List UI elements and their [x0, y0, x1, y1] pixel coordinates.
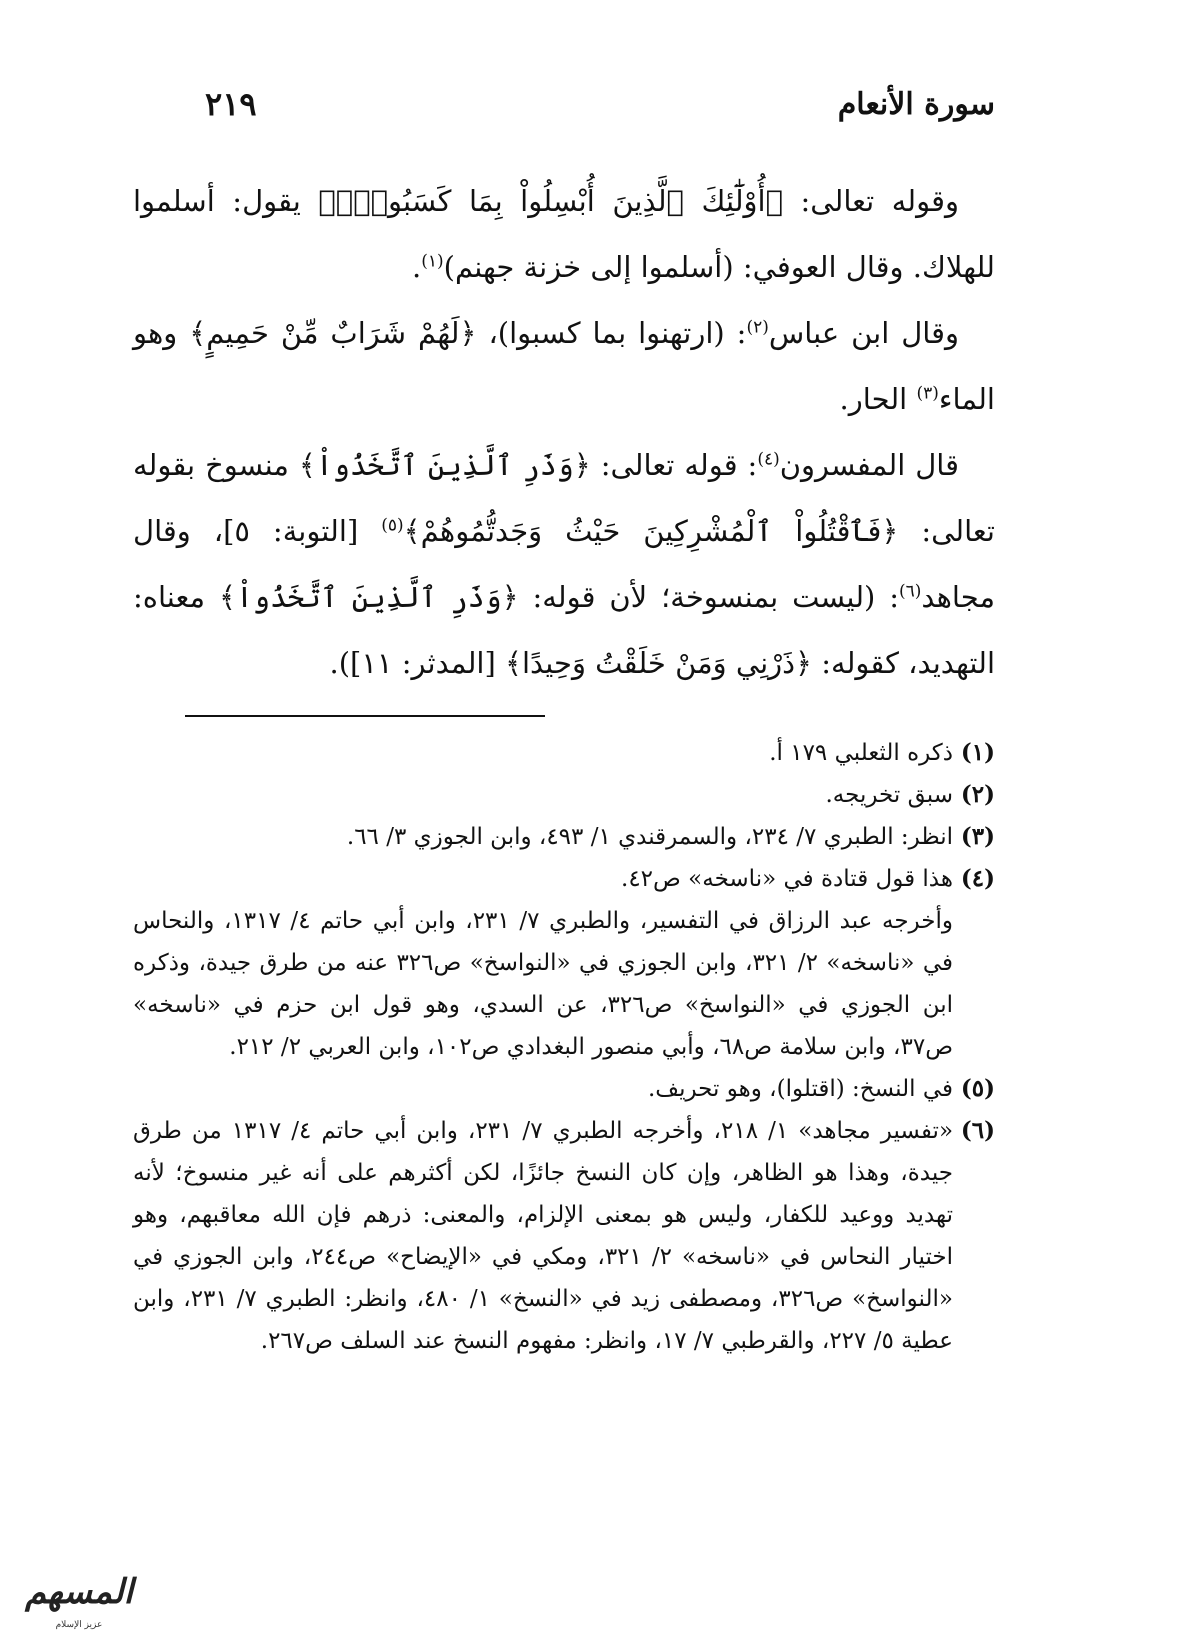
footnote-ref-4[interactable]: (٤): [757, 449, 780, 470]
text-span: يقول: أسلموا للهلاك. وقال العوفي: (أسلموا إلى خزنة جهنم): [133, 184, 995, 284]
footnote-text: في النسخ: (اقتلوا)، وهو تحريف.: [647, 1076, 953, 1102]
text-span: [المدثر: ١١]).: [329, 646, 505, 680]
page-number: ٢١٩: [205, 85, 257, 123]
text-span: منسوخ بقوله تعالى:: [133, 448, 995, 548]
footnote-text: «تفسير مجاهد» ١/ ٢١٨، وأخرجه الطبري ٧/ ٢٣١، وابن أبي حاتم ٤/ ١٣١٧ من طرق جيدة، وهذا هو الظاهر، وإن كان النسخ جائزًا، لكن أكثرهم على أنه غير منسوخ؛ لأنه تهديد ووعيد للكفار، وليس هو بمعنى الإلزام، والمعنى: ذرهم فإن الله معاقبهم، وهو اختيار النحاس في «ناسخه» ٢/ ٣٢١، ومكي في «الإيضاح» ص٢٤٤، وابن الجوزي في «النواسخ» ص٣٢٦، ومصطفى زيد في «النسخ» ١/ ٤٨٠، وانظر: الطبري ٧/ ٢٣١، وابن عطية ٥/ ٢٢٧، والقرطبي ٧/ ١٧، وانظر: مفهوم النسخ عند السلف ص٢٦٧.: [133, 1118, 954, 1354]
footnote-ref-5[interactable]: (٥): [381, 515, 404, 536]
footnote-2: [133, 774, 995, 816]
text-span: الحار.: [839, 382, 917, 416]
quran-quote: ﴿أُوْلَٰٓئِكَ ٱلَّذِينَ أُبْسِلُواْ بِمَا كَسَبُواْۖ﴾: [318, 184, 783, 218]
quran-quote: ﴿لَهُمْ شَرَابٌ مِّنْ حَمِيمٍ﴾: [189, 316, 477, 350]
text-span: : (ارتهنوا بما كسبوا)،: [476, 316, 747, 350]
publisher-logo: [4, 1572, 154, 1642]
footnote-ref-2[interactable]: (٢): [746, 317, 769, 338]
page-header: [205, 78, 995, 130]
footnote-number: (١): [960, 739, 995, 766]
paragraph-2: [133, 300, 995, 432]
text-span: [التوبة: ٥]، وقال مجاهد: [133, 514, 996, 614]
quran-quote: ﴿فَٱقْتُلُواْ ٱلْمُشْرِكِينَ حَيْثُ وَجَدتُّمُوهُمْ﴾: [403, 514, 899, 548]
logo-main-text: المسهم: [24, 1572, 134, 1612]
footnote-text: ذكره الثعلبي ١٧٩ أ.: [769, 740, 953, 766]
footnote-ref-1[interactable]: (١): [421, 251, 444, 272]
quran-quote: ﴿ذَرْنِي وَمَنْ خَلَقْتُ وَحِيدًا﴾: [505, 646, 813, 680]
footnote-divider: [185, 715, 545, 717]
footnote-6: [133, 1110, 995, 1362]
text-span: .: [412, 250, 422, 284]
paragraph-3: [133, 432, 995, 696]
footnote-text: هذا قول قتادة في «ناسخه» ص٤٢.: [621, 866, 953, 892]
footnote-1: [133, 732, 995, 774]
text-span: قال المفسرون: [779, 448, 959, 482]
text-span: وقوله تعالى:: [783, 184, 959, 218]
footnote-number: (٦): [960, 1117, 995, 1144]
footnote-4: [133, 858, 995, 1068]
text-span: : قوله تعالى:: [590, 448, 758, 482]
footnote-text: سبق تخريجه.: [825, 782, 953, 808]
text-span: وهو الماء: [133, 316, 995, 416]
footnote-number: (٣): [960, 823, 995, 850]
footnote-5: [133, 1068, 995, 1110]
footnote-text-block: [133, 858, 953, 1068]
quran-quote: ﴿وَذَرِ ٱلَّذِينَ ٱتَّخَذُواْ﴾: [218, 580, 519, 614]
paragraph-1: [133, 168, 995, 300]
footnote-ref-3[interactable]: (٣): [916, 383, 939, 404]
logo-sub-text: عزيز الإسلام: [55, 1620, 103, 1630]
footnote-number: (٥): [960, 1075, 995, 1102]
text-span: وقال ابن عباس: [768, 316, 959, 350]
footnote-number: (٤): [960, 865, 995, 892]
footnote-ref-6[interactable]: (٦): [899, 581, 922, 602]
text-span: : (ليست بمنسوخة؛ لأن قوله:: [518, 580, 899, 614]
footnote-text-continued: وأخرجه عبد الرزاق في التفسير، والطبري ٧/ ٢٣١، وابن أبي حاتم ٤/ ١٣١٧، والنحاس في «ناسخه» ٢/ ٣٢١، وابن الجوزي في «النواسخ» ص٣٢٦ عنه من طرق جيدة، وذكره ابن الجوزي في «النواسخ» ص٣٢٦، عن السدي، وهو قول ابن حزم في «ناسخه» ص٣٧، وابن سلامة ص٦٨، وأبي منصور البغدادي ص١٠٢، وابن العربي ٢/ ٢١٢.: [133, 908, 953, 1060]
main-text: [133, 168, 995, 696]
text-span: معناه: التهديد، كقوله:: [133, 580, 995, 680]
footnote-text: انظر: الطبري ٧/ ٢٣٤، والسمرقندي ١/ ٤٩٣، وابن الجوزي ٣/ ٦٦.: [346, 824, 953, 850]
surah-title: سورة الأنعام: [837, 86, 995, 122]
footnotes: [133, 732, 995, 1362]
footnote-number: (٢): [960, 781, 995, 808]
footnote-3: [133, 816, 995, 858]
quran-quote: ﴿وَذَرِ ٱلَّذِينَ ٱتَّخَذُواْ﴾: [298, 448, 591, 482]
